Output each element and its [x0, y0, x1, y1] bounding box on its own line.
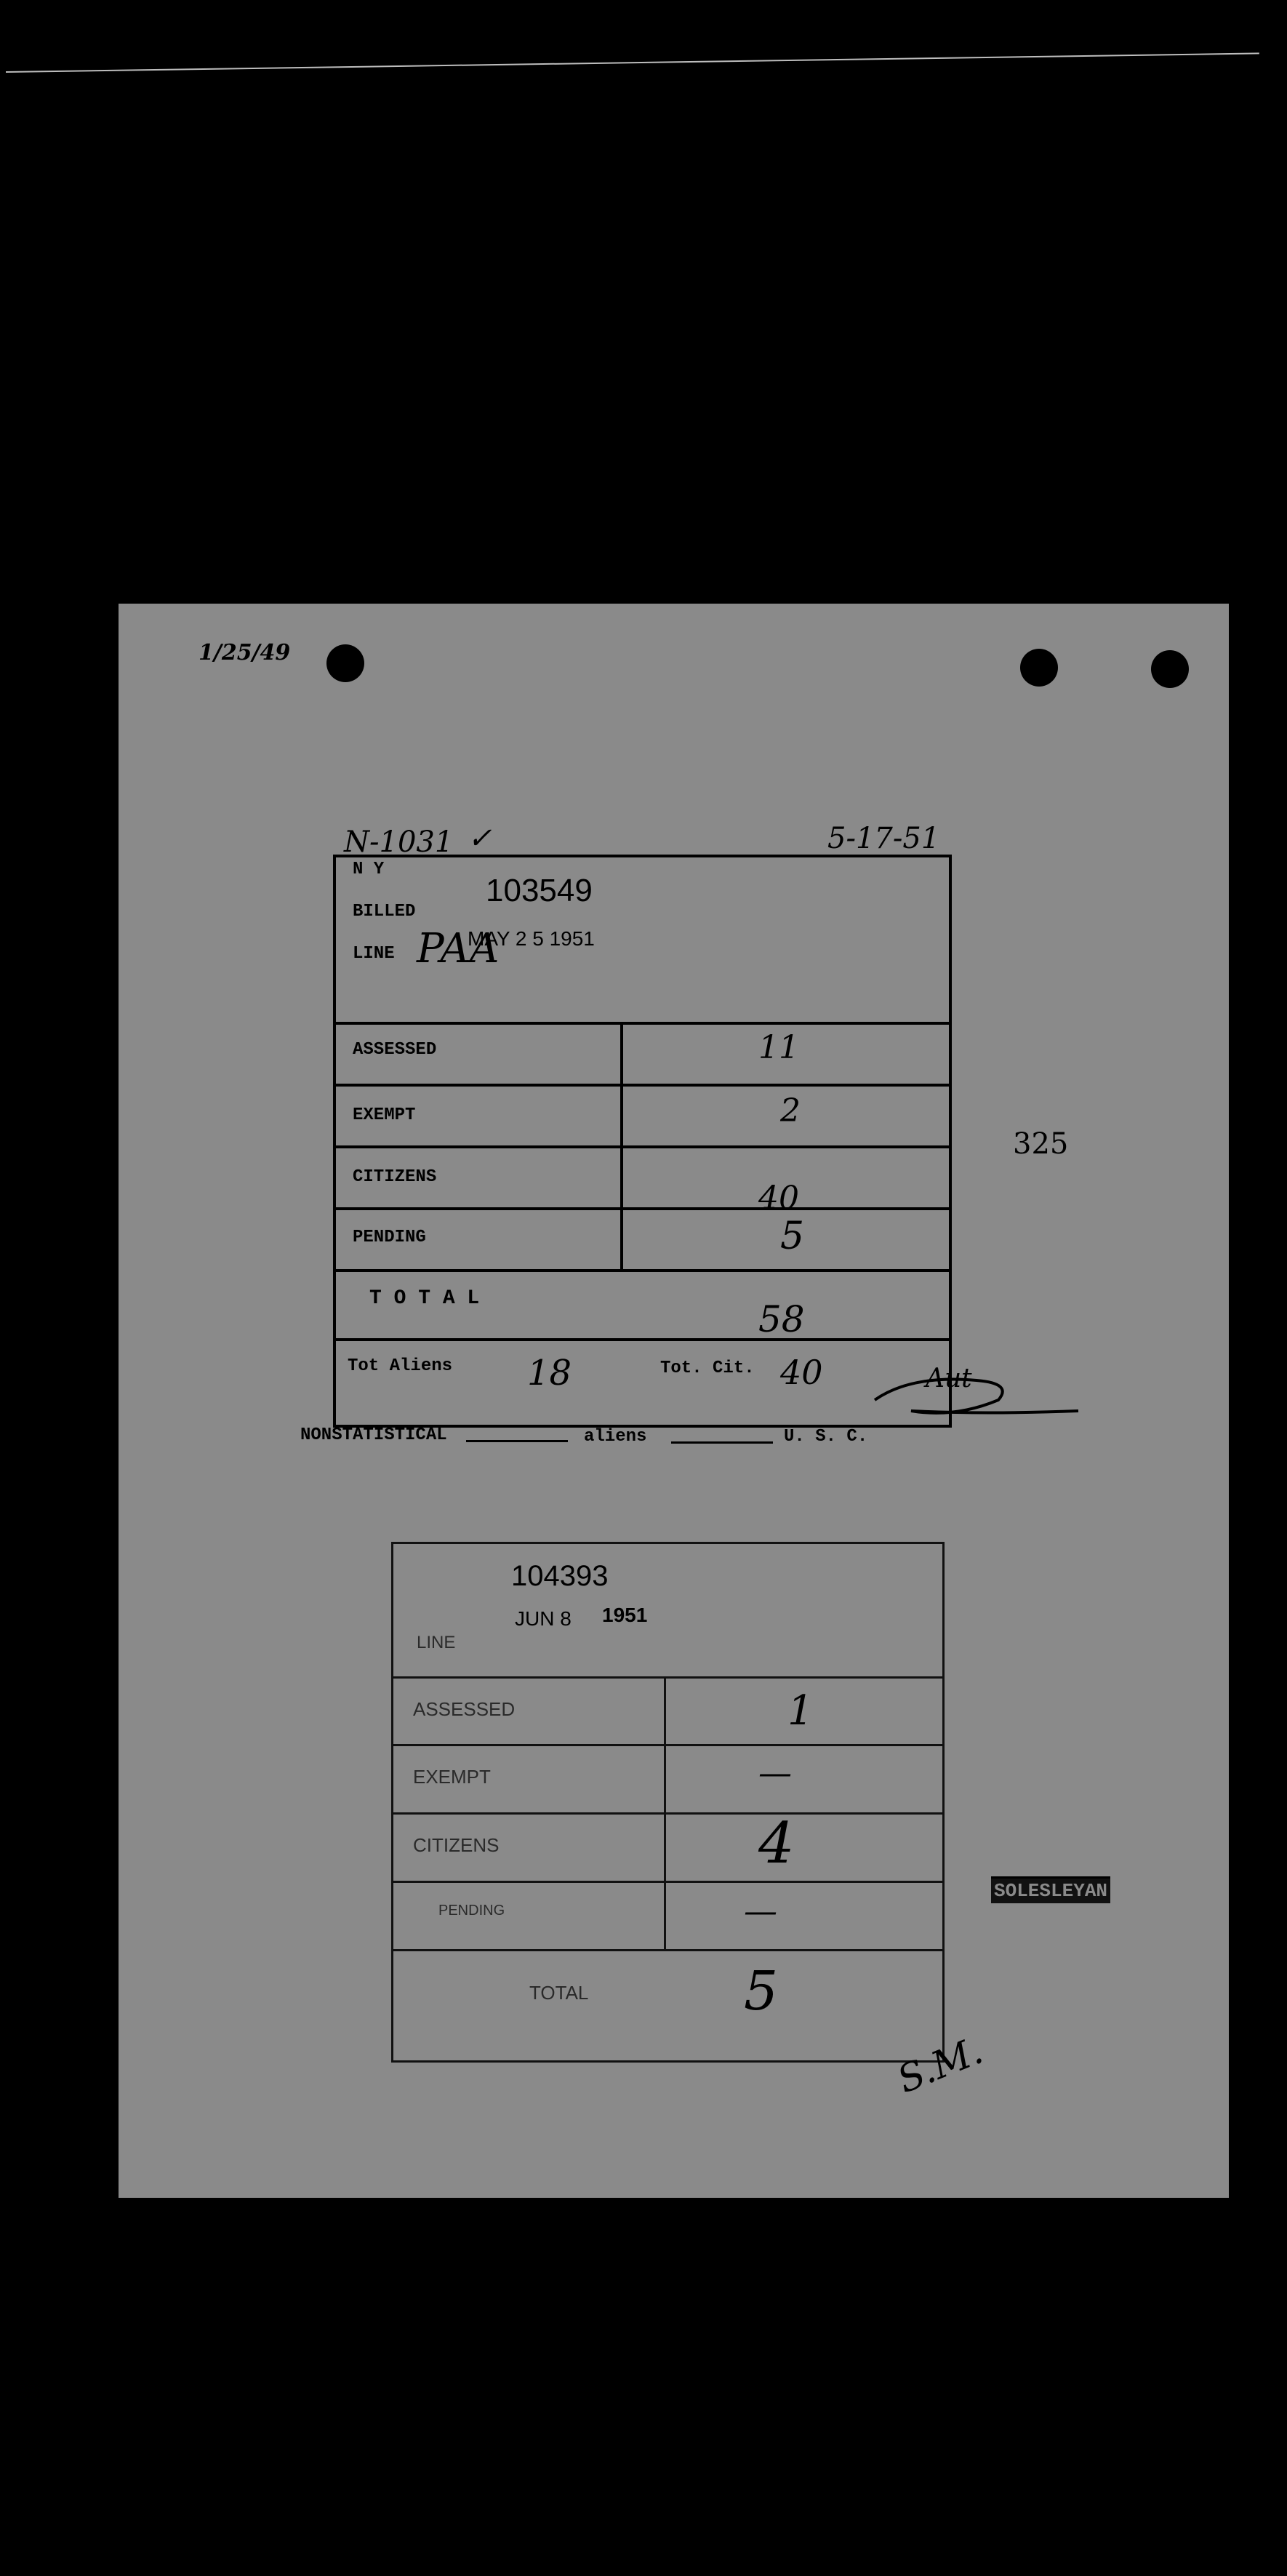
form2-citizens-label: CITIZENS [413, 1834, 500, 1856]
pending-label: PENDING [353, 1228, 426, 1247]
form2-pending-label: PENDING [438, 1903, 505, 1919]
punch-hole [1020, 649, 1058, 687]
blank-line [466, 1440, 568, 1442]
column-divider [620, 1022, 623, 1272]
document-page [119, 604, 1229, 2198]
side-number: 325 [1013, 1127, 1069, 1161]
total-label: T O T A L [369, 1287, 480, 1310]
form2-row-divider [391, 1812, 944, 1815]
nonstat-label: NONSTATISTICAL [300, 1425, 447, 1445]
exempt-value: 2 [780, 1092, 801, 1129]
check-mark: ✓ [468, 822, 492, 855]
row-divider [333, 1207, 949, 1210]
date-handwritten: 5-17-51 [827, 822, 940, 855]
row-divider [333, 1269, 949, 1272]
form2-billed-number: 104393 [511, 1560, 609, 1592]
form2-stamp-date: JUN 8 [515, 1607, 572, 1630]
usc-label: U. S. C. [784, 1427, 868, 1447]
tot-cit-value: 40 [780, 1353, 823, 1392]
row-divider [333, 1084, 949, 1087]
line-handwritten: PAA [417, 925, 500, 972]
punch-hole [1151, 650, 1189, 688]
pending-value: 5 [780, 1215, 805, 1258]
aliens-label: aliens [584, 1427, 647, 1447]
form2-total-label: TOTAL [529, 1982, 589, 2004]
form2-stamp-year: 1951 [602, 1604, 648, 1626]
row-divider [333, 1022, 949, 1025]
form2-total-value: 5 [744, 1960, 779, 2023]
form2-box [391, 1542, 945, 2063]
assessed-label: ASSESSED [353, 1040, 437, 1060]
tot-aliens-label: Tot Aliens [348, 1356, 453, 1376]
row-divider [333, 1145, 949, 1148]
billed-number: 103549 [486, 873, 593, 908]
form2-initials: S.M. [891, 2028, 989, 2103]
form2-assessed-value: 1 [787, 1687, 814, 1735]
initials-scribble [867, 1360, 1086, 1425]
citizens-label: CITIZENS [353, 1167, 437, 1187]
stamp-date: MAY 2 5 1951 [468, 927, 595, 950]
line-label: LINE [353, 944, 395, 964]
row-divider [333, 1338, 949, 1341]
tot-cit-label: Tot. Cit. [660, 1359, 755, 1378]
form1-initials: Aut [926, 1364, 972, 1393]
form2-exempt-label: EXEMPT [413, 1766, 491, 1788]
form2-column-divider [664, 1676, 666, 1951]
form2-exempt-value: — [758, 1753, 792, 1792]
exempt-label: EXEMPT [353, 1105, 416, 1125]
form1-nf-label: N Y [353, 860, 385, 879]
form2-row-divider [391, 1881, 944, 1883]
form2-pending-value: — [744, 1891, 777, 1930]
tot-aliens-value: 18 [527, 1353, 572, 1393]
form2-citizens-value: 4 [758, 1811, 795, 1876]
billed-label: BILLED [353, 902, 416, 921]
assessed-value: 11 [758, 1029, 799, 1066]
form2-line-label: LINE [417, 1633, 456, 1652]
corner-note: 1/25/49 [199, 640, 291, 665]
form2-row-divider [391, 1676, 944, 1679]
citizens-value: 40 [758, 1180, 799, 1217]
scanner-edge-line [6, 52, 1259, 73]
form2-row-divider [391, 1744, 944, 1746]
punch-hole [326, 644, 364, 682]
total-value: 58 [758, 1298, 805, 1340]
form2-assessed-label: ASSESSED [413, 1698, 516, 1720]
file-number: N-1031 [344, 825, 454, 859]
form2-row-divider [391, 1949, 944, 1951]
blank-line [671, 1441, 773, 1444]
side-stamp: SOLESLEYAN [991, 1876, 1110, 1903]
